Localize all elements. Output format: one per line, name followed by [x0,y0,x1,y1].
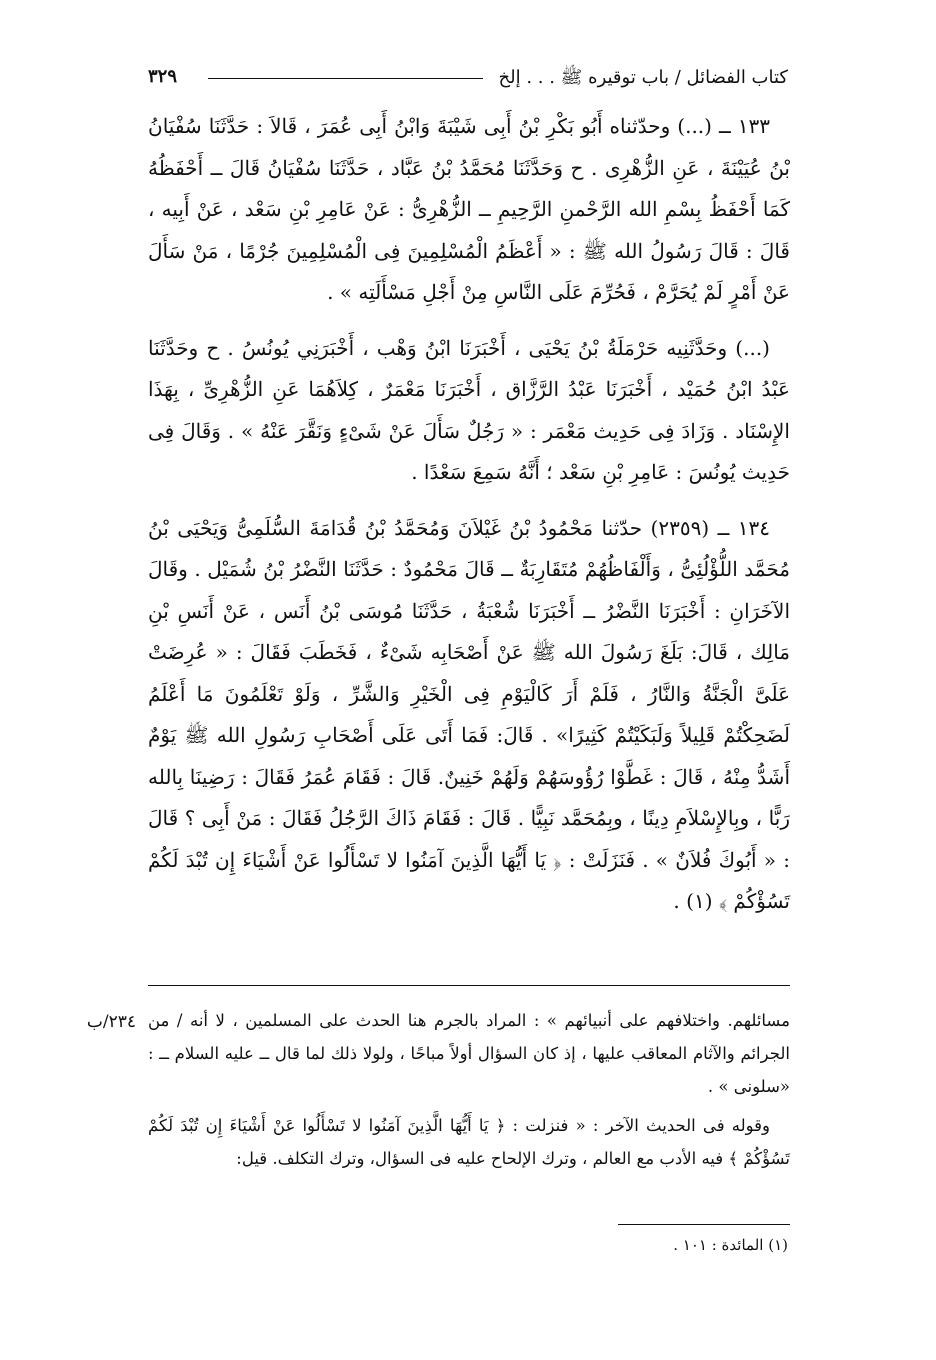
manuscript-folio-ref: ٢٣٤/ب [86,1012,136,1032]
footnote-divider [618,1224,790,1225]
commentary-text [148,1004,790,1175]
page-number: ٣٢٩ [148,66,178,87]
commentary-paragraph: مسائلهم. واختلافهم على أنبيائهم » : المراد بالجرم هنا الحدث على المسلمين ، لا أنه / من الجرائم والآثام المعاقب عليها ، إذ كان السؤال أولاً مباحًا ، ولولا ذلك لما قال ــ عليه السلام ــ : «سلونى » . [148,1011,790,1096]
hadith-paragraph: ١٣٤ ــ (٢٣٥٩) حدّثنا مَحْمُودُ بْنُ غَيْلاَنَ وَمُحَمَّدُ بْنُ قُدَامَةَ السُّلَمِىُّ وَيَحْيَى بْنُ مُحَمَّد اللُّؤْلُئِىُّ ، وَأَلْفَاظُهُمْ مُتَقَارِبَةٌ ــ قَالَ مَحْمُودٌ : حَدَّثَنَا النَّضْرُ بْنُ شُمَيْل . وقَالَ الآخَرَانِ : أَخْبَرَنَا النَّضْرُ ــ أَخْبَرَنَا شُعْبَةُ ، حَدَّثَنَا مُوسَى بْنُ أَنَس ، عَنْ أَنَسِ بْنِ مَالِك ، قَالَ: بَلَغَ رَسُولَ الله ﷺ عَنْ أَصْحَابِه شَىْءٌ ، فَخَطَبَ فَقَالَ : « عُرِضَتْ عَلَىَّ الْجَنَّةُ وَالنَّارُ ، فَلَمْ أَرَ كَالْيَوْمِ فِى الْخَيْرِ وَالشَّرِّ ، وَلَوْ تَعْلَمُونَ مَا أَعْلَمُ لَضَحِكْتُمْ قَلِيلاً وَلَبَكَيْتُمْ كَثِيرًا» . قَالَ: فَمَا أَتَى عَلَى أَصْحَابِ رَسُولِ الله ﷺ يَوْمٌ أَشَدُّ مِنْهُ ، قَالَ : غَطَّوْا رُؤُوسَهُمْ وَلَهُمْ خَنِينٌ. قَالَ : فَقَامَ عُمَرُ فَقَالَ : رَضِينَا بِالله رَبًّا ، وبِالإِسْلاَمِ دِينًا ، وبِمُحَمَّد نَبِيًّا . قَالَ : فَقَامَ ذَاكَ الرَّجُلُ فَقَالَ : مَنْ أَبِى ؟ قَالَ : « أَبُوكَ فُلاَنٌ » . فَنَزَلَتْ : ﴿ يَا أَيُّهَا الَّذِينَ آمَنُوا لا تَسْأَلُوا عَنْ أَشْيَاءَ إِن تُبْدَ لَكُمْ تَسُؤْكُمْ ﴾ (١) . [148,515,791,913]
commentary-paragraph: وقوله فى الحديث الآخر : « فنزلت : ﴿ يَا أَيُّهَا الَّذِينَ آمَنُوا لا تَسْأَلُوا عَنْ أَشْيَاءَ إِن تُبْدَ لَكُمْ تَسُؤْكُمْ ﴾ فيه الأدب مع العالم ، وترك الإلحاح عليه فى السؤال، وترك التكلف. قيل: [148,1116,790,1168]
running-header [148,62,788,96]
commentary-divider [148,985,790,986]
hadith-text [148,106,790,923]
footnote: (١) المائدة : ١٠١ . [673,1236,788,1254]
hadith-paragraph: ١٣٣ ــ (...) وحدّثناه أَبُو بَكْرِ بْنُ أَبِى شَيْبَةَ وَابْنُ أَبِى عُمَرَ ، قَالاَ : حَدَّثَنَا سُفْيَانُ بْنُ عُيَيْنَةَ ، عَنِ الزُّهْرِى . ح وَحَدَّثَنَا مُحَمَّدُ بْنُ عَبَّاد ، حَدَّثَنَا سُفْيَانُ قَالَ ــ أَحْفَظُهُ كَمَا أَحْفَظُ بِسْمِ الله الرَّحْمنِ الرَّحِيمِ ــ الزُّهْرِىُّ : عَنْ عَامِرِ بْنِ سَعْد ، عَنْ أَبِيه ، قَالَ : قَالَ رَسُولُ الله ﷺ : « أَعْظَمُ الْمُسْلِمِينَ فِى الْمُسْلِمِينَ جُرْمًا ، مَنْ سَأَلَ عَنْ أَمْرٍ لَمْ يُحَرَّمْ ، فَحُرِّمَ عَلَى النَّاسِ مِنْ أَجْلِ مَسْأَلَتِه » . [148,114,790,304]
header-rule [208,78,483,79]
hadith-paragraph: (...) وحَدَّثَنِيه حَرْمَلَةُ بْنُ يَحْيَى ، أَخْبَرَنَا ابْنُ وَهْب ، أَخْبَرَنِي يُونُسُ . ح وحَدَّثَنَا عَبْدُ ابْنُ حُمَيْد ، أَخْبَرَنَا عَبْدُ الرَّزَّاق ، أَخْبَرَنَا مَعْمَرٌ ، كِلاَهُمَا عَنِ الزُّهْرِىِّ ، بِهَذَا الإِسْنَاد . وَزَادَ فِى حَدِيث مَعْمَر : « رَجُلٌ سَأَلَ عَنْ شَىْءٍ وَنَقَّرَ عَنْهُ » . وَقَالَ فِى حَدِيث يُونُسَ : عَامِرِ بْنِ سَعْد ؛ أَنَّهُ سَمِعَ سَعْدًا . [148,335,790,484]
chapter-title: كتاب الفضائل / باب توقيره ﷺ . . . إلخ [498,67,788,88]
